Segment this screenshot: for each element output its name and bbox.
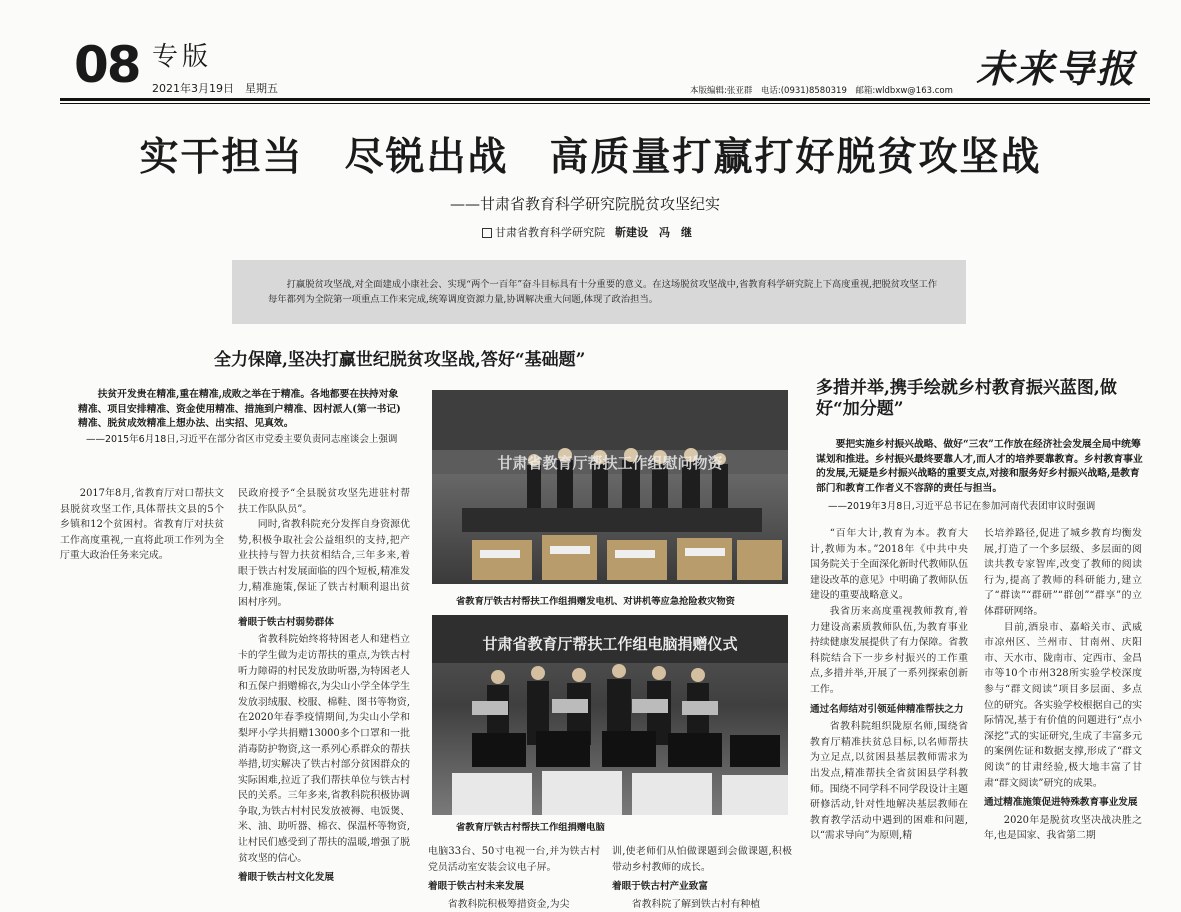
donation-photo-computers	[432, 615, 788, 815]
section-heading-right: 多措并举,携手绘就乡村教育振兴蓝图,做好“加分题”	[816, 378, 1117, 420]
quote-left: 扶贫开发贵在精准,重在精准,成败之举在于精准。各地都要在扶持对象精准、项目安排精准、资金使用精准、措施到户精准、因村派人(第一书记)精准、脱贫成效精准上想办法、出实招、见真效。	[78, 389, 401, 429]
photo-caption-2: 省教育厅铁古村帮扶工作组捐赠电脑	[456, 822, 605, 833]
section-label: 专版	[152, 42, 213, 72]
subheading: 着眼于铁古村文化发展	[238, 872, 334, 884]
paragraph: 训,使老师们从怕做课题到会做课题,积极带动乡村教师的成长。	[612, 846, 792, 873]
paragraph: 民政府授予“全县脱贫攻坚先进驻村帮扶工作队队员”。	[238, 488, 410, 515]
paragraph: 省教科院组织陇原名师,围绕省教育厅精准扶贫总目标,以名师帮扶为立足点,以贫困县基层教师需求为出发点,精准帮扶全省贫困县学科教师。围绕不同学科不同学段设计主题研修活动,针对性地解决基层教师在教育教学活动中遇到的困难和问题,以“需求导向”为原则,精	[810, 721, 969, 842]
paragraph: 2017年8月,省教育厅对口帮扶文县脱贫攻坚工作,具体帮扶文县的5个乡镇和12个贫困村。省教育厅对扶贫工作高度重视,一直将此项工作列为全厅重大政治任务来完成。	[60, 488, 224, 562]
paragraph: 省教科院积极筹措资金,为尖	[447, 898, 570, 910]
editor-contact: 本版编辑:张亚群 电话:(0931)8580319 邮箱:wldbxw@163.com	[690, 86, 953, 96]
subheading: 着眼于铁古村弱势群体	[238, 616, 334, 628]
header-rule-thick	[60, 98, 1150, 101]
article-column-3	[810, 526, 968, 898]
article-column-2	[238, 486, 410, 898]
byline-box-icon	[482, 228, 492, 238]
paragraph: “百年大计,教育为本。教育大计,教师为本。”2018年《中共中央 国务院关于全面深化新时代教师队伍建设改革的意见》中明确了教师队伍建设的重要战略意义。	[810, 528, 969, 602]
paragraph: 省教科院了解到铁古村有种植	[631, 898, 761, 910]
main-headline: 实干担当 尽锐出战 高质量打赢打好脱贫攻坚战	[139, 134, 1042, 180]
quote-source-right: ——2019年3月8日,习近平总书记在参加河南代表团审议时强调	[828, 501, 1096, 512]
photo-illustration	[432, 390, 788, 584]
donation-photo-equipment	[432, 390, 788, 584]
newspaper-masthead: 未来导报	[976, 46, 1137, 91]
subheadline: ——甘肃省教育科学研究院脱贫攻坚纪实	[450, 195, 721, 213]
subheading: 通过名师结对引领延伸精准帮扶之力	[810, 703, 964, 715]
byline-authors: 靳建设 冯 继	[615, 226, 692, 239]
paragraph: 目前,酒泉市、嘉峪关市、武威市凉州区、兰州市、甘南州、庆阳市、天水市、陇南市、定西市、金昌市等10个市州328所实验学校深度参与“群文阅读”项目多层面、多点位的研究。各实验学校根据自己的实际情况,基于有价值的问题进行“点小深挖”式的实证研究,生成了丰富多元的案例佐证和数据支撑,形成了“群文阅读”的甘肃经验,极大地丰富了甘肃“群文阅读”研究的成果。	[984, 621, 1143, 789]
paragraph: 同时,省教科院充分发挥自身资源优势,积极争取社会公益组织的支持,把产业扶持与智力扶贫相结合,三年多来,着眼于铁古村发展面临的四个短板,精准发力,精准施策,保证了铁古村顺利退出贫困村序列。	[238, 519, 410, 609]
article-column-1	[60, 486, 224, 898]
photo-caption-1: 省教育厅铁古村帮扶工作组捐赠发电机、对讲机等应急抢险救灾物资	[456, 596, 735, 607]
photo-banner-text: 甘肃省教育厅帮扶工作组电脑捐赠仪式	[482, 635, 738, 653]
quote-source-left: ——2015年6月18日,习近平在部分省区市党委主要负责同志座谈会上强调	[86, 434, 398, 445]
photo-banner-text: 甘肃省教育厅帮扶工作组慰问物资	[497, 454, 723, 472]
article-column-4	[984, 526, 1142, 898]
lead-paragraph: 打赢脱贫攻坚战,对全面建成小康社会、实现“两个一百年”奋斗目标具有十分重要的意义。在这场脱贫攻坚战中,省教育科学研究院上下高度重视,把脱贫攻坚工作每年都列为全院第一项重点工作来完成,统筹调度资源力量,协调解决重大问题,体现了政治担当。	[268, 279, 938, 305]
article-column-mid-2	[612, 844, 792, 910]
page-number: 08	[74, 36, 140, 94]
subheading: 着眼于铁古村未来发展	[428, 881, 524, 893]
byline-org: 甘肃省教育科学研究院	[495, 226, 605, 239]
quote-right: 要把实施乡村振兴战略、做好“三农”工作放在经济社会发展全局中统筹谋划和推进。乡村振兴最终要靠人才,而人才的培养要靠教育。乡村教育事业的发展,无疑是乡村振兴战略的重要支点,对接和服务好乡村振兴战略,是教育部门和教育工作者义不容辞的责任与担当。	[816, 439, 1143, 494]
section-heading-left: 全力保障,坚决打赢世纪脱贫攻坚战,答好“基础题”	[214, 350, 586, 370]
header-rule-thin	[60, 103, 1150, 104]
paragraph: 电脑33台、50寸电视一台,并为铁古村党员活动室安装会议电子屏。	[428, 846, 600, 873]
article-column-mid-1	[428, 844, 600, 910]
issue-date: 2021年3月19日 星期五	[152, 82, 278, 95]
paragraph: 长培养路径,促进了城乡教育均衡发展,打造了一个多层级、多层面的阅读共教专家智库,改变了教师的阅读行为,提高了教师的科研能力,建立了“群读”“群研”“群创”“群享”的立体群研网络。	[984, 528, 1142, 617]
subheading: 通过精准施策促进特殊教育事业发展	[984, 797, 1138, 809]
paragraph: 省教科院始终将特困老人和建档立卡的学生做为走访帮扶的重点,为铁古村听力障碍的村民发放助听器,为特困老人和五保户捐赠棉衣,为尖山小学全体学生发放羽绒服、校服、棉鞋、图书等物资,在2020年春季疫情期间,为尖山小学和梨坪小学共捐赠13000多个口罩和一批消毒防护物资,这一系列心系群众的帮扶举措,切实解决了铁古村部分贫困群众的实际困难,拉近了我们帮扶单位与铁古村民的关系。三年多来,省教科院积极协调争取,为铁古村村民发放被褥、电饭煲、米、油、助听器、棉衣、保温杯等物资,让村民们感受到了帮扶的温暖,增强了脱贫攻坚的信心。	[238, 634, 410, 864]
subheading: 着眼于铁古村产业致富	[612, 881, 708, 893]
byline	[482, 224, 692, 240]
paragraph: 我省历来高度重视教师教育,着力建设高素质教师队伍,为教育事业持续健康发展提供了有力保障。省教科院结合下一步乡村振兴的工作重点,多措并举,开展了一系列探索创新工作。	[810, 605, 969, 695]
paragraph: 2020年是脱贫攻坚决战决胜之年,也是国家、我省第二期	[984, 814, 1142, 842]
